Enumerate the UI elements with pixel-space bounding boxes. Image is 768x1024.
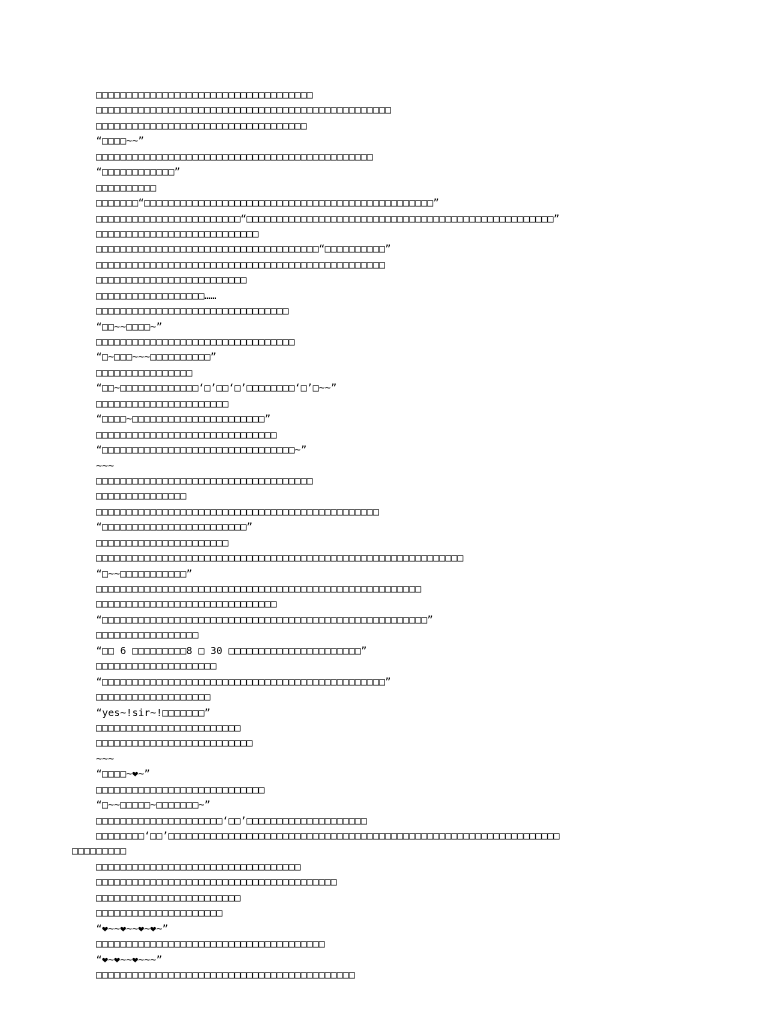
- text-line: “□□□□□□□□□□□□”: [96, 167, 181, 179]
- text-line: □□□□□□□□□□□□□□□□□□……: [96, 290, 217, 302]
- text-line: “□~~□□□□□□□□□□□”: [96, 568, 193, 580]
- text-line: ~~~: [96, 460, 115, 472]
- text-line: □□□□□□□□□□□□□□□□□□□□□□□□□□□□□□□□□□□□□□□□□□□□□□□□: [96, 259, 385, 271]
- document-body: [72, 88, 712, 983]
- text-line: □□□□□□□□□□□□□□□□□□□□□□□□□□□: [96, 228, 259, 240]
- text-line: □□□□□□□□□□□□□□□□□□□□□□□□□□□□□□□□□□□□□□: [96, 939, 325, 951]
- text-line: “□□□□□□□□□□□□□□□□□□□□□□□□□□□□□□□□~”: [96, 445, 307, 457]
- text-line: □□□□□□□□□□□□□□□□□□□□□□□□“□□□□□□□□□□□□□□□□□□□□□□□□□□□□□□□□□□□□□□□□□□□□□□□□□□□”: [96, 213, 560, 225]
- text-line: “□□□□~~”: [96, 136, 145, 148]
- text-line: “□□□□~□□□□□□□□□□□□□□□□□□□□□□”: [96, 414, 271, 426]
- text-line: □□□□□□□□□□□□□□□□□□□□□□□□□□□□□□□□□□□□□□□□□□□□□□□: [96, 506, 379, 518]
- text-line: ~~~: [96, 753, 115, 765]
- text-line: □□□□□□□□□□□□□□□□□□□□□‘□□’□□□□□□□□□□□□□□□□□□□□: [96, 815, 367, 827]
- text-line: “❤~❤~~❤~~~”: [96, 954, 163, 966]
- text-line: □□□□□□□□□□□□□□□□□□□□□□□□□□□□□□□□□□□□: [96, 90, 313, 101]
- text-line: □□□□□□□□□□□□□□□□□□□□□□□□□□□□□□□□□□□□□□□□□□□□□□□□□□□□□□□□□□□□□: [96, 553, 464, 565]
- text-line: □□□□□□□□□□□□□□□□□: [96, 630, 199, 642]
- text-line: “□□□□□□□□□□□□□□□□□□□□□□□□”: [96, 522, 253, 534]
- text-line: □□□□□□□□‘□□’□□□□□□□□□□□□□□□□□□□□□□□□□□□□□□□□□□□□□□□□□□□□□□□□□□□□□□□□□□□□□□□□□: [96, 831, 560, 842]
- text-line: □□□□□□□□□□□□□□□□: [96, 367, 193, 379]
- text-line: □□□□□□□□□□□□□□□□□□□□□□□□□□□□□□□□□□□□□□□□□□□□□□□□□□□□□□: [96, 584, 422, 595]
- text-line: □□□□□□□□□□□□□□□□□□□□□□□□□: [96, 275, 247, 287]
- text-line: “❤~~❤~~❤~❤~”: [96, 923, 169, 935]
- text-line: □□□□□□□□□□□□□□□□□□□□□□□□: [96, 722, 241, 734]
- text-line: “□□ 6 □□□□□□□□□8 □ 30 □□□□□□□□□□□□□□□□□□□□□□”: [96, 645, 367, 657]
- text-line: “□~□□□~~~□□□□□□□□□□”: [96, 352, 217, 364]
- text-line: □□□□□□□□□□□□□□□□□□□□□□□□□□□□□□□□□□□□: [96, 475, 313, 487]
- text-line: □□□□□□□□□□□□□□□□□□□: [96, 692, 211, 704]
- text-line-continuation: □□□□□□□□□: [72, 846, 127, 858]
- text-line: □□□□□□□□□□□□□□□□□□□□□□□□□□□□□□: [96, 599, 277, 611]
- text-line: □□□□□□□□□□□□□□□□□□□□□□: [96, 398, 229, 410]
- text-line: □□□□□□□□□□□□□□□□□□□□□□□□□□□□□□□□□□□□□“□□□□□□□□□□”: [96, 244, 392, 256]
- text-line: “□□□□~❤~”: [96, 769, 151, 781]
- text-line: □□□□□□□□□□□□□□□□□□□□□□□□□□□□: [96, 784, 265, 796]
- text-line: □□□□□□□□□□□□□□□□□□□□□□□□: [96, 892, 241, 904]
- text-line: □□□□□□□□□□□□□□□□□□□□□□: [96, 537, 229, 549]
- text-line: □□□□□□□□□□□□□□□□□□□□□□□□□□□□□□□□□□□□□□□□□□□□□□: [96, 151, 373, 163]
- text-line: □□□□□□□□□□: [96, 182, 157, 194]
- text-line: □□□□□□□□□□□□□□□□□□□□□□□□□□□□□□□□□: [96, 337, 295, 348]
- text-line: □□□□□□□□□□□□□□□□□□□□□□□□□□□□□□□□□□□: [96, 120, 307, 132]
- text-line: □□□□□□□□□□□□□□□□□□□□□□□□□□□□□□□□: [96, 306, 289, 318]
- text-line: □□□□□□□□□□□□□□□□□□□□□□□□□□□□□□□□□□□□□□□□: [96, 877, 337, 889]
- text-line: □□□□□□□□□□□□□□□□□□□□□□□□□□□□□□□□□□□□□□□□□□□: [96, 969, 355, 981]
- text-line: □□□□□□□□□□□□□□□□□□□□□: [96, 908, 223, 920]
- text-line: □□□□□□□□□□□□□□□□□□□□□□□□□□□□□□: [96, 429, 277, 441]
- text-line: “□□~~□□□□~”: [96, 321, 163, 333]
- text-line: □□□□□□□□□□□□□□□□□□□□: [96, 661, 217, 673]
- text-line: □□□□□□□□□□□□□□□□□□□□□□□□□□: [96, 738, 253, 750]
- text-line: □□□□□□□□□□□□□□□: [96, 491, 187, 503]
- text-line: □□□□□□□□□□□□□□□□□□□□□□□□□□□□□□□□□□: [96, 861, 301, 873]
- text-line: “□□□□□□□□□□□□□□□□□□□□□□□□□□□□□□□□□□□□□□□□□□□□□□□”: [96, 676, 392, 688]
- text-line: □□□□□□□□□□□□□□□□□□□□□□□□□□□□□□□□□□□□□□□□□□□□□□□□□: [96, 105, 392, 117]
- text-line: “□□□□□□□□□□□□□□□□□□□□□□□□□□□□□□□□□□□□□□□□□□□□□□□□□□□□□□”: [96, 614, 434, 626]
- text-line: “yes~!sir~!□□□□□□□”: [96, 707, 211, 719]
- text-line: “□□~□□□□□□□□□□□□□‘□’□□‘□’□□□□□□□□‘□’□~~”: [96, 383, 337, 395]
- text-line: “□~~□□□□□~□□□□□□□~”: [96, 800, 211, 812]
- text-line: □□□□□□□“□□□□□□□□□□□□□□□□□□□□□□□□□□□□□□□□□□□□□□□□□□□□□□□□”: [96, 198, 440, 210]
